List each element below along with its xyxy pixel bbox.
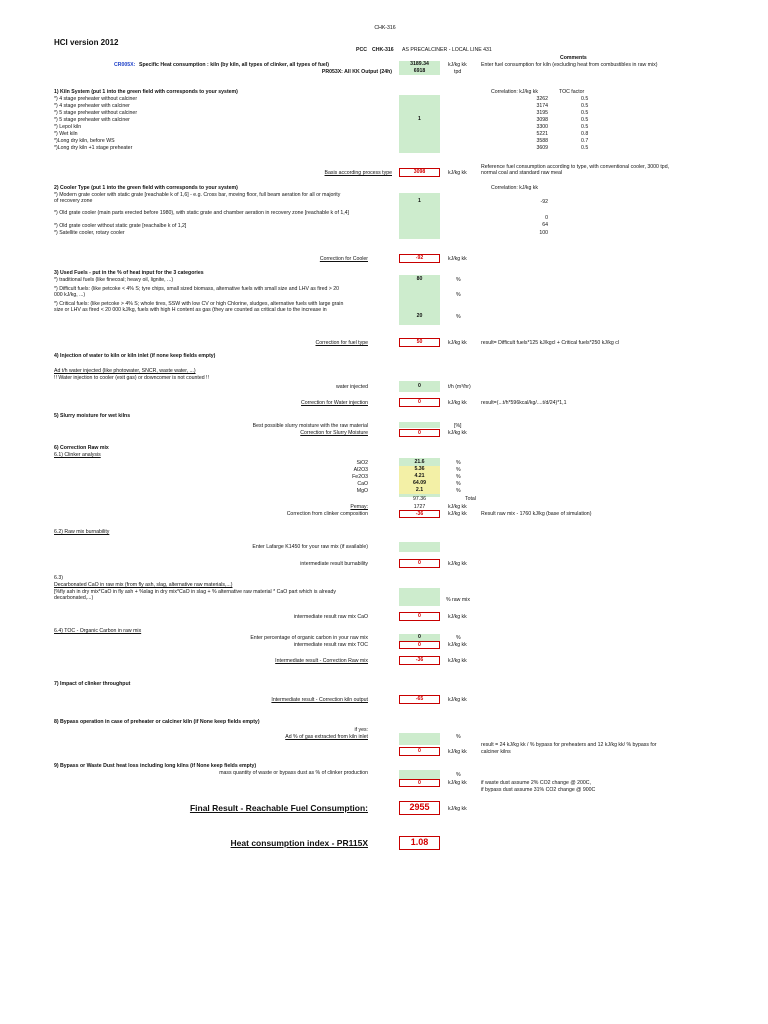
- s3-item-2-unit: %: [456, 292, 461, 298]
- oxide-value[interactable]: 21.6: [414, 459, 425, 465]
- oxide-value[interactable]: 2.1: [399, 487, 440, 494]
- index-value: 1.08: [399, 836, 440, 850]
- s7-int-unit: kJ/kg kk: [448, 697, 467, 703]
- s1-item-label: *) 4 stage preheater with calciner: [54, 103, 130, 109]
- s2-item-3-corr: 64: [542, 222, 548, 228]
- toc-int-value: 0: [399, 641, 440, 649]
- s2-item-2-corr: 0: [545, 215, 548, 221]
- s4-corr-comment: result=(...t/h*596kcal/kg/....t/d/24)*1,1: [481, 400, 567, 406]
- s1-item-corr: 3300: [536, 124, 548, 130]
- s3-corr-label: Correction for fuel type: [315, 340, 368, 346]
- s2-item-2: *) Old grate cooler (main parts erected before 1980), with static grate and chamber aeration in recovery zone [reachable k of 1,4]: [54, 210, 349, 216]
- cr005x-label: Specific Heat consumption : kiln (by kiln, all types of clinker, all types of fuel): [139, 62, 329, 68]
- green-input-column-s1: [399, 95, 440, 153]
- s2-corr-head: Correlation: kJ/kg kk: [491, 185, 538, 191]
- s1-item-label: *) Wet kiln: [54, 131, 78, 137]
- s4-corr-label: Correction for Water injection: [301, 400, 368, 406]
- cr005x-comment: Enter fuel consumption for kiln (excluding heat from combustibles in raw mix): [481, 62, 658, 68]
- oxide-total-label: Total: [465, 496, 476, 502]
- s8-ifyes: if yes:: [354, 727, 368, 733]
- s1-item-label: *) 5 stage preheater with calciner: [54, 117, 130, 123]
- s3-corr-unit: kJ/kg kk: [448, 340, 467, 346]
- s3-item-3-unit: %: [456, 314, 461, 320]
- oxide-unit: %: [456, 460, 461, 466]
- s1-corr-head: Correlation: kJ/kg kk: [491, 89, 538, 95]
- burn-label: Enter Lafarge K1450 for your raw mix (if available): [252, 544, 368, 550]
- pr053x-label: PR053X: All KK Output (24h): [321, 69, 392, 75]
- s4-title: 4) Injection of water to kiln or kiln inlet (if none keep fields empty): [54, 353, 216, 359]
- s9-comment-1: if waste dust assume 2% CO2 change @ 200C,: [481, 780, 591, 786]
- oxide-label: CaO: [357, 481, 368, 487]
- s6-sub-1: 6.1) Clinker analysis: [54, 452, 101, 458]
- s1-toc-head: TOC factor: [559, 89, 585, 95]
- s4-corr-unit: kJ/kg kk: [448, 400, 467, 406]
- s8-value: 0: [399, 747, 440, 756]
- s1-item-toc: 0.5: [581, 145, 589, 151]
- s2-corr-unit: kJ/kg kk: [448, 256, 467, 262]
- s1-basis-value: 3098: [399, 168, 440, 177]
- s4-note-2: !! Water injection to cooler (exit gas) or downcomer is not counted !!: [54, 375, 209, 381]
- s2-item-1-corr: -92: [540, 199, 548, 205]
- s1-basis-comment-2: normal coal and standard raw meal: [481, 170, 563, 176]
- s1-item-label: *) 5 stage preheater without calciner: [54, 110, 138, 116]
- s1-item-corr: 5221: [536, 131, 548, 137]
- cr005x-code: CR005X:: [114, 62, 136, 68]
- cr005x-unit: kJ/kg kk: [448, 62, 467, 68]
- doc-code: CHK-316: [374, 25, 396, 31]
- s2-corr-label: Correction for Cooler: [319, 256, 368, 262]
- s1-item-toc: 0.5: [581, 96, 589, 102]
- s6-corr-label: Correction from clinker composition: [286, 511, 368, 517]
- oxide-unit: %: [456, 488, 461, 494]
- s3-title: 3) Used Fuels - put in the % of heat input for the 3 categories: [54, 270, 204, 276]
- s3-corr-value: 50: [399, 338, 440, 347]
- cao-int-value: 0: [399, 612, 440, 621]
- s2-item-1-value[interactable]: 1: [418, 198, 421, 204]
- s1-basis-comment-1: Reference fuel consumption according to type, with conventional cooler, 3000 tpd,: [481, 164, 670, 170]
- s6-sub-2: 6.2) Raw mix burnability: [54, 529, 110, 535]
- final-label: Final Result - Reachable Fuel Consumption:: [189, 803, 368, 813]
- s9-comment-2: if bypass dust assume 31% CO2 change @ 900C: [481, 787, 596, 793]
- s6-sub-3: 6.3): [54, 575, 63, 581]
- green-input-column-s6-3: [399, 588, 440, 606]
- burn-int-unit: kJ/kg kk: [448, 561, 467, 567]
- s1-basis-label: Basis according process type: [324, 170, 392, 176]
- s5-corr-unit: kJ/kg kk: [448, 430, 467, 436]
- s7-int-label: Intermediate result - Correction kiln output: [271, 697, 368, 703]
- s1-title: 1) Kiln System (put 1 into the green field with corresponds to your system): [54, 89, 238, 95]
- green-input-column-s8: [399, 733, 440, 745]
- cao-int-unit: kJ/kg kk: [448, 614, 467, 620]
- s9-title: 9) Bypass or Waste Dust heat loss including long kilns (if None keep fields empty): [54, 763, 257, 769]
- s2-item-4-corr: 100: [539, 230, 548, 236]
- s3-item-1-value[interactable]: 80: [416, 276, 423, 282]
- s1-selected-value[interactable]: 1: [418, 116, 421, 122]
- s1-item-corr: 3174: [536, 103, 548, 109]
- s1-item-label: *) 4 stage preheater without calciner: [54, 96, 138, 102]
- s9-value: 0: [399, 779, 440, 787]
- burn-int-label: intermediate result burnability: [300, 561, 368, 567]
- pr053x-value[interactable]: 6918: [399, 68, 440, 75]
- oxide-unit: %: [456, 481, 461, 487]
- toc-int-label: intermediate result raw mix TOC: [293, 642, 368, 648]
- toc-value[interactable]: 0: [418, 634, 421, 640]
- s1-item-toc: 0.8: [581, 131, 589, 137]
- s6-sub-4: 6.4) TOC - Organic Carbon in raw mix: [54, 628, 142, 634]
- s3-item-2: *) Difficult fuels: (like petcoke < 4% S; tyre chips, small sized biomass, alternative fuels with small size and LHV as fired > 20 000 kJ/kg, ...): [54, 286, 340, 298]
- s2-item-3: *) Old grate cooler without static grate [reachalbe k of 1,2]: [54, 223, 187, 229]
- s1-item-toc: 0.7: [581, 138, 589, 144]
- green-input-column-s6-2: [399, 542, 440, 552]
- s6-sub-3-unit: % raw mix: [446, 597, 470, 603]
- s6-corr-value: -36: [399, 510, 440, 518]
- s3-item-3: *) Critical fuels: (like petcoke > 4% S; whole tires, SSW with low CV or high Chlorine, sludges, alternative fuels with large grain size or LHV as fired < 20 000 kJ/kg, fuels with high H content as gas (they are counted as critical due to the increase in: [54, 301, 344, 313]
- s1-item-corr: 3609: [536, 145, 548, 151]
- s3-item-3-value[interactable]: 20: [416, 313, 423, 319]
- index-label: Heat consumption index - PR115X: [230, 838, 368, 848]
- s1-item-label: *)Long dry kiln, before WS: [54, 138, 115, 144]
- cr005x-value[interactable]: 3189.34: [399, 61, 440, 68]
- pemay-unit: kJ/kg kk: [448, 504, 467, 510]
- cao-int-label: intermediate result raw mix CaO: [293, 614, 368, 620]
- comments-label: Comments: [560, 55, 587, 61]
- oxide-total-value: 97.36: [413, 496, 426, 502]
- s8-gas-unit: %: [456, 734, 461, 740]
- oxide-label: MgO: [356, 488, 368, 494]
- raw-int-value: -36: [399, 656, 440, 665]
- s7-title: 7) Impact of clinker throughput: [54, 681, 131, 687]
- s1-item-corr: 3195: [536, 110, 548, 116]
- s3-item-1-unit: %: [456, 277, 461, 283]
- oxide-value[interactable]: 4.21: [399, 473, 440, 480]
- oxide-value[interactable]: 5.36: [399, 466, 440, 473]
- toc-int-unit: kJ/kg kk: [448, 642, 467, 648]
- s8-unit: kJ/kg kk: [448, 749, 467, 755]
- s2-item-1: *) Modern grate cooler with static grate [reachable k of 1,6] - e.g. Cross bar, moving floor, full beam aeration for all or majority of recovery zone: [54, 192, 341, 204]
- burn-int-value: 0: [399, 559, 440, 568]
- s4-water-unit: t/h (m³/hr): [448, 384, 471, 390]
- s8-gas-label: Ad % of gas extracted from kiln inlet: [285, 734, 368, 740]
- s5-corr-label: Correction for Slurry Moisture: [300, 430, 368, 436]
- s5-corr-value: 0: [399, 429, 440, 437]
- s5-title: 5) Slurry moisture for wet kilns: [54, 413, 131, 419]
- plant-desc: AS PRECALCINER - LOCAL LINE 431: [402, 47, 492, 53]
- s9-mass-unit: %: [456, 772, 461, 778]
- s4-water-value[interactable]: 0: [418, 383, 421, 389]
- s1-item-label: *) Lepol kiln: [54, 124, 82, 130]
- s1-item-label: *)Long dry kiln +1 stage preheater: [54, 145, 133, 151]
- s1-item-corr: 3262: [536, 96, 548, 102]
- green-input-column-s9: [399, 770, 440, 779]
- plant-code: CHK-316: [372, 47, 394, 53]
- oxide-unit: %: [456, 467, 461, 473]
- s1-basis-unit: kJ/kg kk: [448, 170, 467, 176]
- raw-int-unit: kJ/kg kk: [448, 658, 467, 664]
- oxide-unit: %: [456, 474, 461, 480]
- s2-corr-value: -92: [399, 254, 440, 263]
- s7-int-value: -65: [399, 695, 440, 704]
- oxide-value[interactable]: 64.09: [399, 480, 440, 487]
- oxide-label: SiO2: [356, 460, 368, 466]
- s6-corr-comment: Result raw mix - 1760 kJ/kg (base of simulation): [481, 511, 592, 517]
- s1-item-toc: 0.5: [581, 124, 589, 130]
- s2-title: 2) Cooler Type (put 1 into the green field with corresponds to your system): [54, 185, 238, 191]
- s4-corr-value: 0: [399, 398, 440, 407]
- oxide-label: Al2O3: [353, 467, 368, 473]
- s1-item-toc: 0.5: [581, 117, 589, 123]
- s4-water-label: water injected: [335, 384, 368, 390]
- s9-unit: kJ/kg kk: [448, 780, 467, 786]
- s8-comment-2: calciner kilns: [481, 749, 511, 755]
- s6-sub-3-title: Decarbonated CaO in raw mix (from fly ash, slag, alternative raw materials,...): [54, 582, 233, 588]
- version-title: HCI version 2012: [54, 38, 119, 47]
- s2-item-4: *) Satellite cooler, rotary cooler: [54, 230, 125, 236]
- final-unit: kJ/kg kk: [448, 806, 467, 812]
- pemay-label: Pemay:: [350, 504, 368, 510]
- raw-int-label: Intermediate result - Correction Raw mix: [275, 658, 368, 664]
- s1-item-corr: 3098: [536, 117, 548, 123]
- s6-corr-unit: kJ/kg kk: [448, 511, 467, 517]
- s1-item-toc: 0.5: [581, 103, 589, 109]
- s6-sub-3-desc: [%fly ash in dry mix*CaO in fly ash + %slag in dry mix*CaO in slag + % alternative raw material * CaO part which is already decarbonated,...): [54, 589, 336, 601]
- toc-unit: %: [456, 635, 461, 641]
- toc-label: Enter percentage of organic carbon in your raw mix: [250, 635, 368, 641]
- plant-line-prefix: PCC: [356, 47, 367, 53]
- green-input-column-s5: [399, 422, 440, 428]
- s1-item-corr: 3588: [536, 138, 548, 144]
- s5-best-label: Best possible slurry moisture with the raw material: [252, 423, 368, 429]
- s9-mass-label: mass quantity of waste or bypass dust as % of clinker production: [219, 770, 368, 776]
- s5-best-unit: [%]: [454, 423, 462, 429]
- oxide-label: Fe2O3: [352, 474, 368, 480]
- s8-comment-1: result = 24 kJ/kg kk / % bypass for preheaters and 12 kJ/kg kk/ % bypass for: [481, 742, 657, 748]
- s3-item-1: *) traditional fuels (like finecoal; heavy oil, lignite, ...): [54, 277, 174, 283]
- s8-title: 8) Bypass operation in case of preheater or calciner kiln (if None keep fields empty): [54, 719, 260, 725]
- s3-corr-comment: result= Difficult fuels*125 kJ/kgcl + Critical fuels*250 kJ/kg cl: [481, 340, 620, 346]
- final-value: 2955: [399, 801, 440, 815]
- s6-title: 6) Correction Raw mix: [54, 445, 109, 451]
- pemay-value: 1727: [413, 504, 426, 510]
- s1-item-toc: 0.5: [581, 110, 589, 116]
- pr053x-unit: tpd: [454, 69, 462, 75]
- s4-note-1: Ad t/h water injected (like photowater, SNCR, waste water, ...): [54, 368, 196, 374]
